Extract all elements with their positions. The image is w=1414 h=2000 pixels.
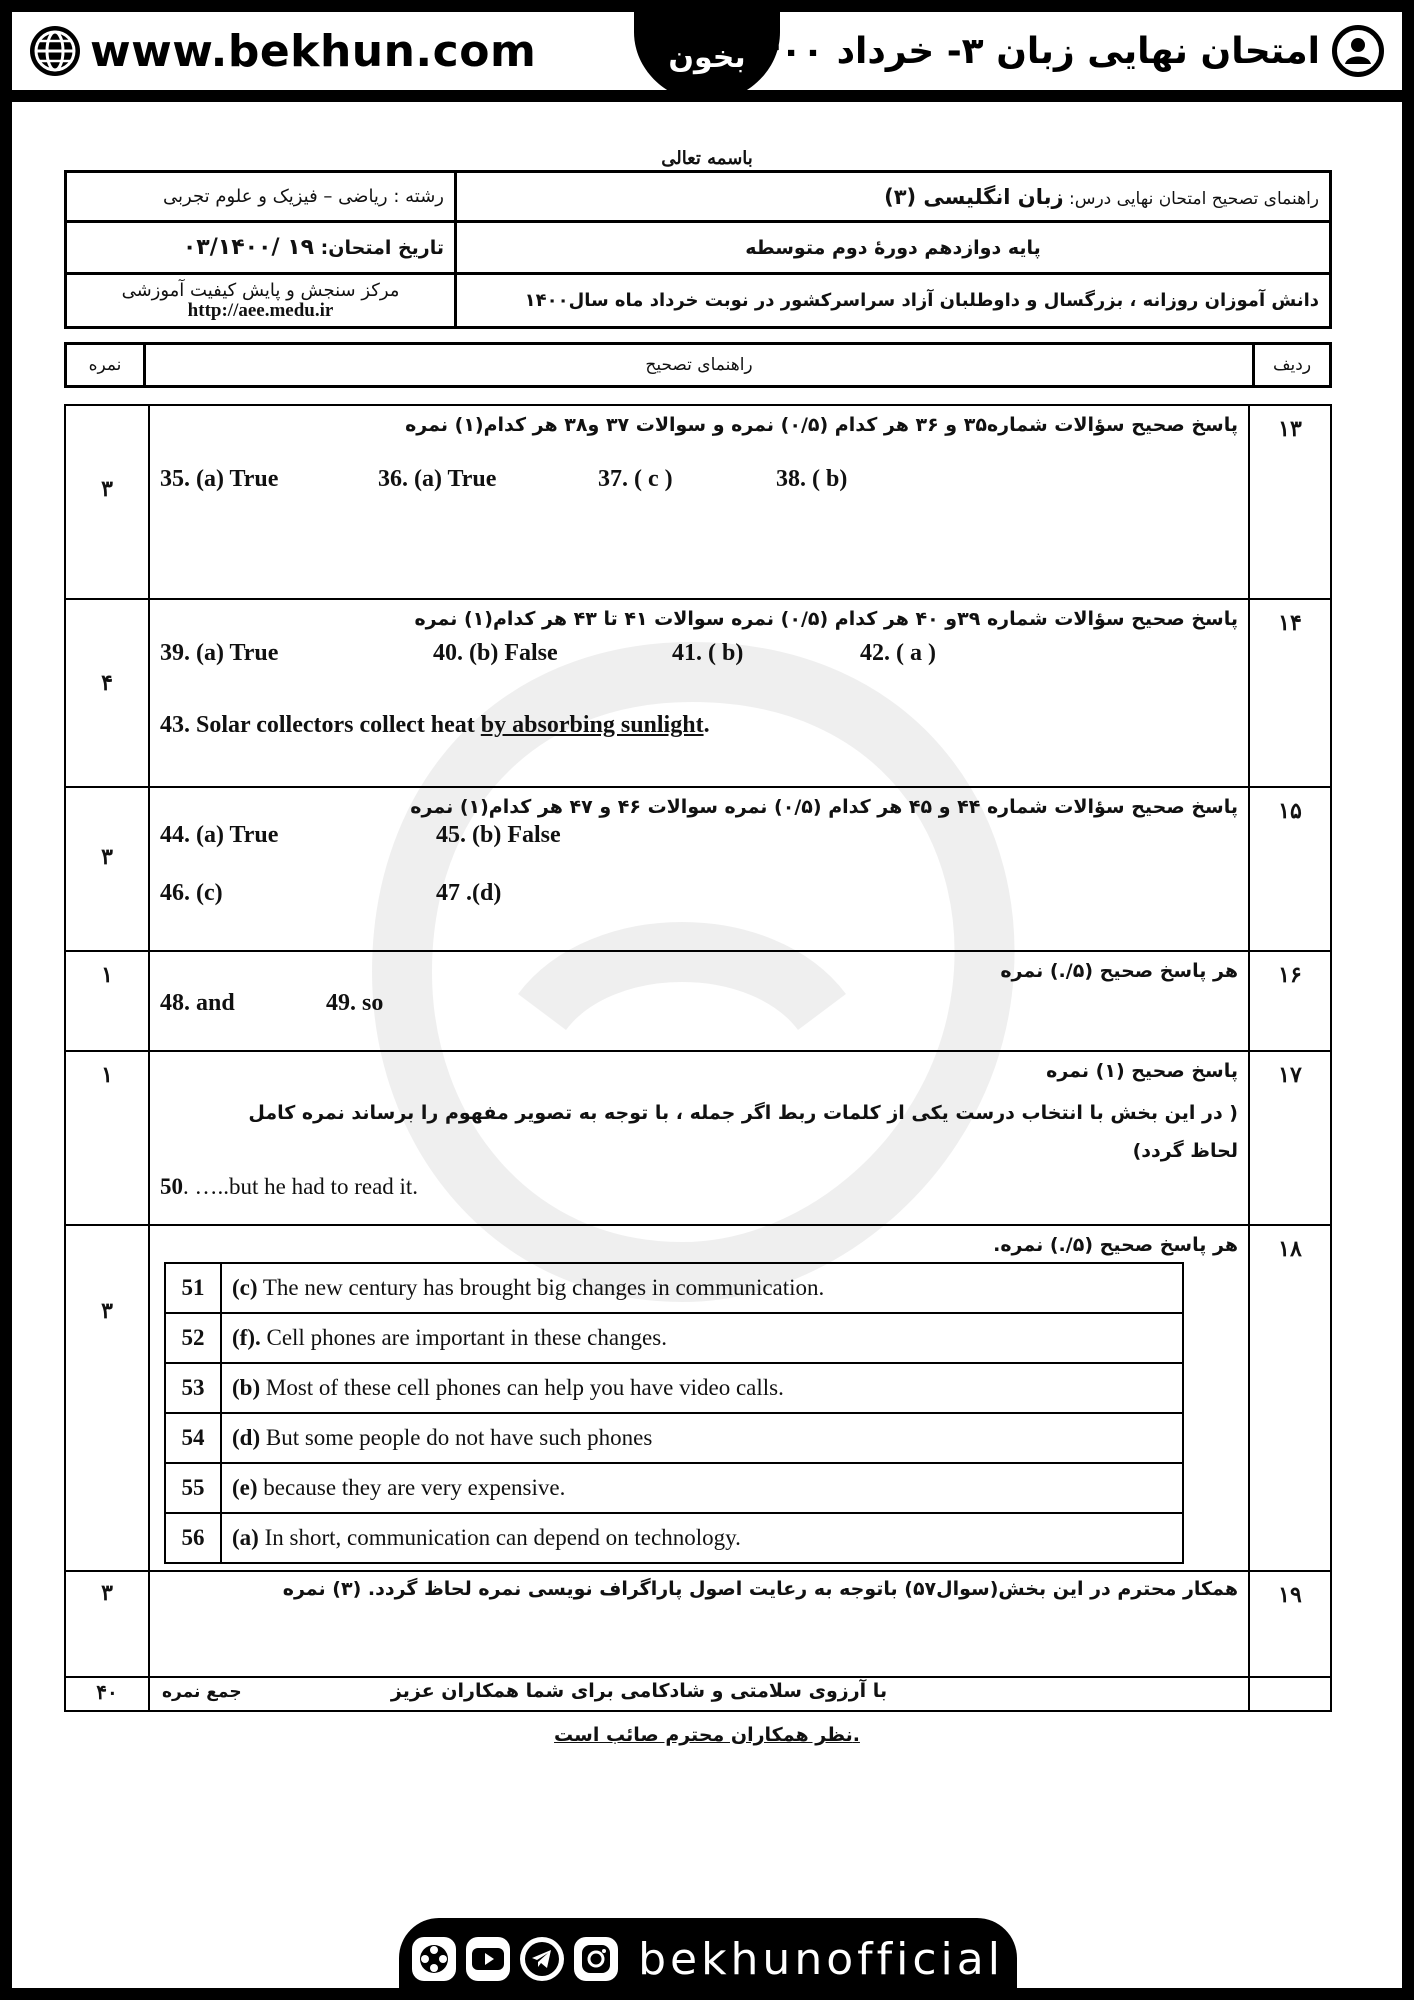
globe-icon (30, 26, 80, 76)
order-text (221, 1463, 1183, 1513)
row-instruction: پاسخ صحیح سؤالات شماره ۴۴ و ۴۵ هر کدام (۰/۵) نمره سوالات ۴۶ و ۴۷ هر کدام(۱) نمره (410, 796, 1238, 818)
center-name: مرکز سنجش و پایش کیفیت آموزشی (121, 279, 400, 301)
row-number: ۱۸ (1249, 1225, 1331, 1571)
order-row (165, 1363, 1183, 1413)
order-sentence: The new century has brought big changes in communication. (257, 1275, 825, 1300)
exam-date-cell (66, 222, 456, 274)
order-text (221, 1363, 1183, 1413)
q43-answer: by absorbing sunlight (480, 712, 704, 738)
order-sentence: because they are very expensive. (257, 1475, 566, 1500)
answer-43 (160, 712, 1238, 739)
answer: 41. ( b) (672, 640, 744, 666)
header-rule (12, 90, 1402, 102)
order-text (221, 1313, 1183, 1363)
order-num: 55 (165, 1463, 221, 1513)
row-number: ۱۹ (1249, 1571, 1331, 1677)
answer: 46. (c) (160, 880, 223, 906)
user-icon (1332, 25, 1384, 77)
row-score: ۳ (65, 405, 149, 599)
total-label: جمع نمره (162, 1682, 242, 1702)
order-num: 56 (165, 1513, 221, 1563)
answers-line (160, 880, 1238, 920)
youtube-icon[interactable] (466, 1937, 510, 1981)
order-letter: (d) (232, 1425, 261, 1450)
order-num: 53 (165, 1363, 221, 1413)
total-row (65, 1677, 1331, 1711)
telegram-icon[interactable] (520, 1937, 564, 1981)
social-bar (399, 1918, 1017, 2000)
row-number: ۱۷ (1249, 1051, 1331, 1225)
order-letter: (c) (232, 1275, 258, 1300)
answer: 38. ( b) (776, 466, 848, 492)
course-name: زبان انگلیسی (۳) (884, 184, 1064, 209)
answer-text: . …..but he had to read it. (183, 1174, 419, 1199)
answers-line (160, 822, 1238, 862)
row-score: ۳ (65, 787, 149, 951)
row-body (149, 1225, 1249, 1571)
col-score: نمره (66, 344, 145, 387)
answers-line (160, 466, 1238, 506)
row-body (149, 1571, 1249, 1677)
order-row (165, 1413, 1183, 1463)
answer-num: 50 (160, 1174, 183, 1199)
row-note: ( در این بخش با انتخاب درست یکی از کلمات ربط اگر جمله ، با توجه به تصویر مفهوم را برساند نمره کامل لحاظ گردد) (248, 1102, 1238, 1162)
order-letter: (f). (232, 1325, 261, 1350)
course-cell (456, 172, 1331, 222)
instagram-icon[interactable] (574, 1937, 618, 1981)
col-row: ردیف (1254, 344, 1331, 387)
logo-text: بخون (668, 40, 746, 75)
table-row (65, 1225, 1331, 1571)
center-url[interactable]: http://aee.medu.ir (187, 299, 334, 321)
basmala: باسمه تعالی (661, 148, 753, 169)
aparat-icon[interactable] (412, 1937, 456, 1981)
row-instruction: پاسخ صحیح (۱) نمره (1046, 1060, 1238, 1082)
footnote-text: نظر همکاران محترم صائب است. (554, 1724, 860, 1746)
row-instruction: هر پاسخ صحیح (۵/.) نمره. (993, 1234, 1238, 1256)
field: رشته : ریاضی – فیزیک و علوم تجربی (66, 172, 456, 222)
footnote (12, 1724, 1402, 1746)
order-text (221, 1413, 1183, 1463)
table-row (65, 405, 1331, 599)
answers-line (160, 640, 1238, 680)
title-text: امتحان نهایی زبان ۳- خرداد ۱۴۰۰ (736, 30, 1320, 72)
answer: 36. (a) True (378, 466, 497, 492)
site-url: www.bekhun.com (90, 25, 537, 77)
order-letter: (b) (232, 1375, 261, 1400)
answer-50 (160, 1174, 1238, 1200)
order-num: 52 (165, 1313, 221, 1363)
row-number: ۱۶ (1249, 951, 1331, 1051)
row-number: ۱۳ (1249, 405, 1331, 599)
answer: 44. (a) True (160, 822, 279, 848)
q43-prefix: 43. Solar collectors collect heat (160, 712, 481, 738)
answer: 47 .(d) (436, 880, 502, 906)
answers-line (160, 990, 1238, 1030)
order-letter: (e) (232, 1475, 258, 1500)
answer: 39. (a) True (160, 640, 279, 666)
order-table (164, 1262, 1184, 1564)
order-row (165, 1263, 1183, 1313)
row-instruction: هر پاسخ صحیح (۵/.) نمره (1000, 960, 1238, 982)
site-link[interactable] (30, 26, 536, 76)
answer: 42. ( a ) (860, 640, 936, 666)
row-body (149, 405, 1249, 599)
answer: 49. so (326, 990, 384, 1016)
guide-label: راهنمای تصحیح امتحان نهایی درس: (1068, 188, 1319, 209)
order-text (221, 1263, 1183, 1313)
order-num: 51 (165, 1263, 221, 1313)
total-body (149, 1677, 1249, 1711)
row-score: ۴ (65, 599, 149, 787)
grade: پایه دوازدهم دورهٔ دوم متوسطه (456, 222, 1331, 274)
order-num: 54 (165, 1413, 221, 1463)
table-row (65, 1571, 1331, 1677)
answer: 45. (b) False (436, 822, 561, 848)
table-row (65, 951, 1331, 1051)
row-instruction: پاسخ صحیح سؤالات شماره ۳۹و ۴۰ هر کدام (۰/۵) نمره سوالات ۴۱ تا ۴۳ هر کدام(۱) نمره (414, 608, 1238, 630)
order-text (221, 1513, 1183, 1563)
order-row (165, 1313, 1183, 1363)
q43-suffix: . (703, 712, 710, 738)
answer-table (64, 404, 1332, 1712)
table-row (65, 1051, 1331, 1225)
row-instruction: همکار محترم در این بخش(سوال۵۷) باتوجه به رعایت اصول پاراگراف نویسی نمره لحاظ گردد. (۳) نمره (282, 1578, 1238, 1600)
row-instruction: پاسخ صحیح سؤالات شماره۳۵ و ۳۶ هر کدام (۰/۵) نمره و سوالات ۳۷ و۳۸ هر کدام(۱) نمره (405, 414, 1238, 436)
row-number: ۱۵ (1249, 787, 1331, 951)
order-sentence: Most of these cell phones can help you have video calls. (260, 1375, 784, 1400)
page (12, 12, 1402, 1988)
row-score: ۱ (65, 951, 149, 1051)
row-score: ۳ (65, 1225, 149, 1571)
table-row (65, 787, 1331, 951)
order-sentence: But some people do not have such phones (260, 1425, 653, 1450)
row-score: ۱ (65, 1051, 149, 1225)
row-body (149, 599, 1249, 787)
row-body (149, 951, 1249, 1051)
date-value: ۱۹ /۰۳/۱۴۰۰ (182, 235, 315, 260)
exam-info-table (64, 170, 1332, 329)
answer: 35. (a) True (160, 466, 279, 492)
order-sentence: In short, communication can depend on technology. (258, 1525, 741, 1550)
row-body (149, 787, 1249, 951)
row-body (149, 1051, 1249, 1225)
center-cell (66, 274, 456, 328)
social-handle[interactable]: bekhunofficial (638, 1933, 1004, 1985)
table-row (65, 599, 1331, 787)
order-letter: (a) (232, 1525, 259, 1550)
column-header (64, 342, 1332, 388)
exam-title (736, 26, 1384, 76)
date-label: تاریخ امتحان: (320, 237, 444, 259)
order-row (165, 1513, 1183, 1563)
order-sentence: Cell phones are important in these changes. (260, 1325, 667, 1350)
answer: 40. (b) False (433, 640, 558, 666)
answer: 48. and (160, 990, 235, 1016)
row-number: ۱۴ (1249, 599, 1331, 787)
order-row (165, 1463, 1183, 1513)
total-wish: با آرزوی سلامتی و شادکامی برای شما همکاران عزیز (390, 1680, 888, 1702)
col-guide: راهنمای تصحیح (145, 344, 1254, 387)
top-header (12, 12, 1402, 90)
total-score: ۴۰ (65, 1677, 149, 1711)
answer: 37. ( c ) (598, 466, 673, 492)
row-score: ۳ (65, 1571, 149, 1677)
students: دانش آموزان روزانه ، بزرگسال و داوطلبان آزاد سراسرکشور در نوبت خرداد ماه سال۱۴۰۰ (456, 274, 1331, 328)
total-row-number (1249, 1677, 1331, 1711)
